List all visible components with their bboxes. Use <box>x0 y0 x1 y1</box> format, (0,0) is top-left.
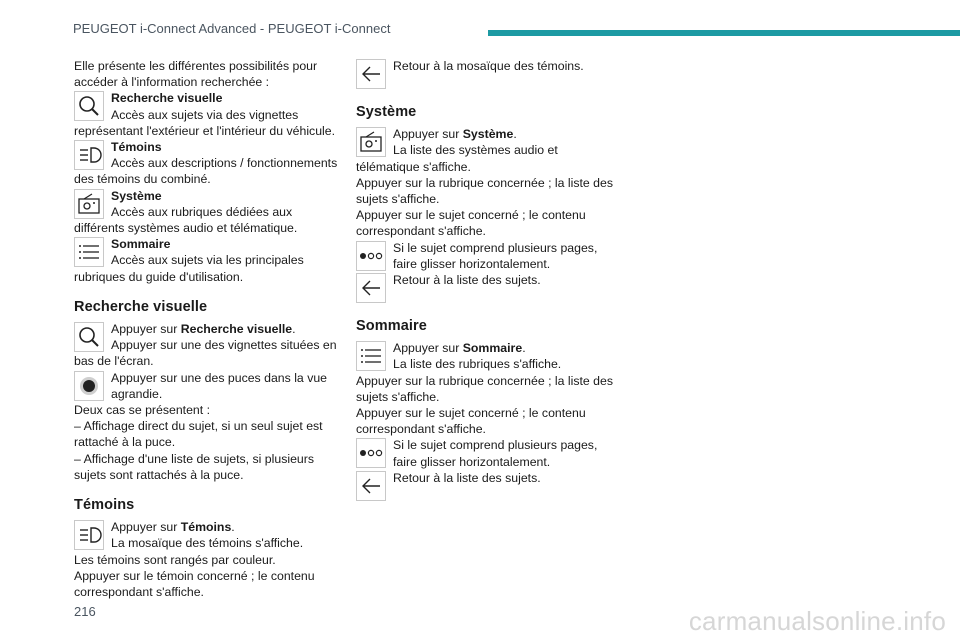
system-icon <box>356 127 386 157</box>
back-text: Retour à la liste des sujets. <box>393 470 541 485</box>
systeme-line-1: Appuyer sur la rubrique concernée ; la liste des sujets s'affiche. <box>356 175 614 207</box>
page-number: 216 <box>74 604 96 619</box>
option-contents <box>74 236 344 285</box>
back-arrow-icon <box>356 471 386 501</box>
back-arrow-icon <box>356 273 386 303</box>
intro-text: Elle présente les différentes possibilités pour accéder à l'information recherchée : <box>74 59 318 90</box>
step-bold: Recherche visuelle <box>180 322 293 337</box>
systeme-back <box>356 272 618 304</box>
step-suffix: . <box>231 520 235 535</box>
systeme-pages <box>356 240 618 272</box>
option-system <box>74 188 344 237</box>
option-title: Système <box>111 188 162 203</box>
option-title: Témoins <box>111 140 162 155</box>
visual-step-1 <box>74 321 344 370</box>
step-bold: Témoins <box>180 520 232 535</box>
option-text: Accès aux descriptions / fonctionnements des témoins du combiné. <box>74 156 338 187</box>
section-heading-visual-search: Recherche visuelle <box>74 298 208 315</box>
case-1: – Affichage direct du sujet, si un seul sujet est rattaché à la puce. <box>74 419 323 450</box>
list-icon <box>356 341 386 371</box>
cases-intro: Deux cas se présentent : <box>74 403 211 418</box>
step-text: La liste des rubriques s'affiche. <box>393 357 562 372</box>
option-text: Accès aux sujets via des vignettes représentant l'extérieur et l'intérieur du véhicule. <box>74 107 336 138</box>
sommaire-step <box>356 340 618 372</box>
step-text: La mosaïque des témoins s'affiche. <box>111 536 304 551</box>
hotspot-icon <box>74 371 104 401</box>
step-suffix: . <box>513 127 517 142</box>
case-2: – Affichage d'une liste de sujets, si plusieurs sujets sont rattachés à la puce. <box>74 451 315 482</box>
visual-step-2 <box>74 370 344 402</box>
search-icon <box>74 322 104 352</box>
back-arrow-icon <box>356 59 386 89</box>
systeme-line-2: Appuyer sur le sujet concerné ; le contenu correspondant s'affiche. <box>356 208 586 239</box>
pagination-dots-icon <box>356 438 386 468</box>
option-warning-lights <box>74 139 344 188</box>
watermark: carmanualsonline.info <box>688 606 946 636</box>
option-text: Accès aux sujets via les principales rubriques du guide d'utilisation. <box>74 253 304 284</box>
warning-lights-icon <box>74 520 104 550</box>
step-prefix: Appuyer sur <box>393 127 463 142</box>
header-accent-bar <box>488 30 960 36</box>
left-column <box>74 58 344 600</box>
back-text: Retour à la mosaïque des témoins. <box>393 59 584 73</box>
list-icon <box>74 237 104 267</box>
back-to-mosaic <box>356 58 618 90</box>
section-heading-warning-lights: Témoins <box>74 497 135 514</box>
step-prefix: Appuyer sur <box>111 520 181 535</box>
right-column <box>356 58 618 502</box>
step-text: Appuyer sur une des vignettes situées en bas de l'écran. <box>74 338 337 369</box>
step-text: Appuyer sur une des puces dans la vue agrandie. <box>111 370 328 401</box>
sommaire-line-1: Appuyer sur la rubrique concernée ; la liste des sujets s'affiche. <box>356 373 614 404</box>
step-bold: Système <box>462 127 514 142</box>
sommaire-line-2: Appuyer sur le sujet concerné ; le contenu correspondant s'affiche. <box>356 406 586 437</box>
option-visual-search <box>74 90 344 139</box>
back-text: Retour à la liste des sujets. <box>393 273 541 288</box>
sommaire-pages <box>356 437 618 469</box>
step-suffix: . <box>522 341 526 356</box>
system-icon <box>74 189 104 219</box>
step-text: La liste des systèmes audio et télématique s'affiche. <box>356 143 558 174</box>
warning-lights-icon <box>74 140 104 170</box>
pages-text: Si le sujet comprend plusieurs pages, faire glisser horizontalement. <box>393 240 598 271</box>
temoins-line-2: Appuyer sur le témoin concerné ; le contenu correspondant s'affiche. <box>74 568 315 600</box>
systeme-step <box>356 126 618 175</box>
temoins-line-1: Les témoins sont rangés par couleur. <box>74 552 276 567</box>
step-suffix: . <box>292 322 296 337</box>
option-title: Recherche visuelle <box>111 91 223 106</box>
step-prefix: Appuyer sur <box>393 341 463 356</box>
temoins-step <box>74 519 344 551</box>
pages-text: Si le sujet comprend plusieurs pages, faire glisser horizontalement. <box>393 438 598 469</box>
pagination-dots-icon <box>356 241 386 271</box>
option-text: Accès aux rubriques dédiées aux différents systèmes audio et télématique. <box>74 204 298 236</box>
sommaire-back <box>356 470 618 502</box>
search-icon <box>74 91 104 121</box>
option-title: Sommaire <box>111 237 171 252</box>
step-bold: Sommaire <box>462 341 523 356</box>
section-heading-contents: Sommaire <box>356 318 427 335</box>
running-header: PEUGEOT i-Connect Advanced - PEUGEOT i-Connect <box>73 21 391 36</box>
section-heading-system: Système <box>356 104 417 120</box>
step-prefix: Appuyer sur <box>111 322 181 337</box>
